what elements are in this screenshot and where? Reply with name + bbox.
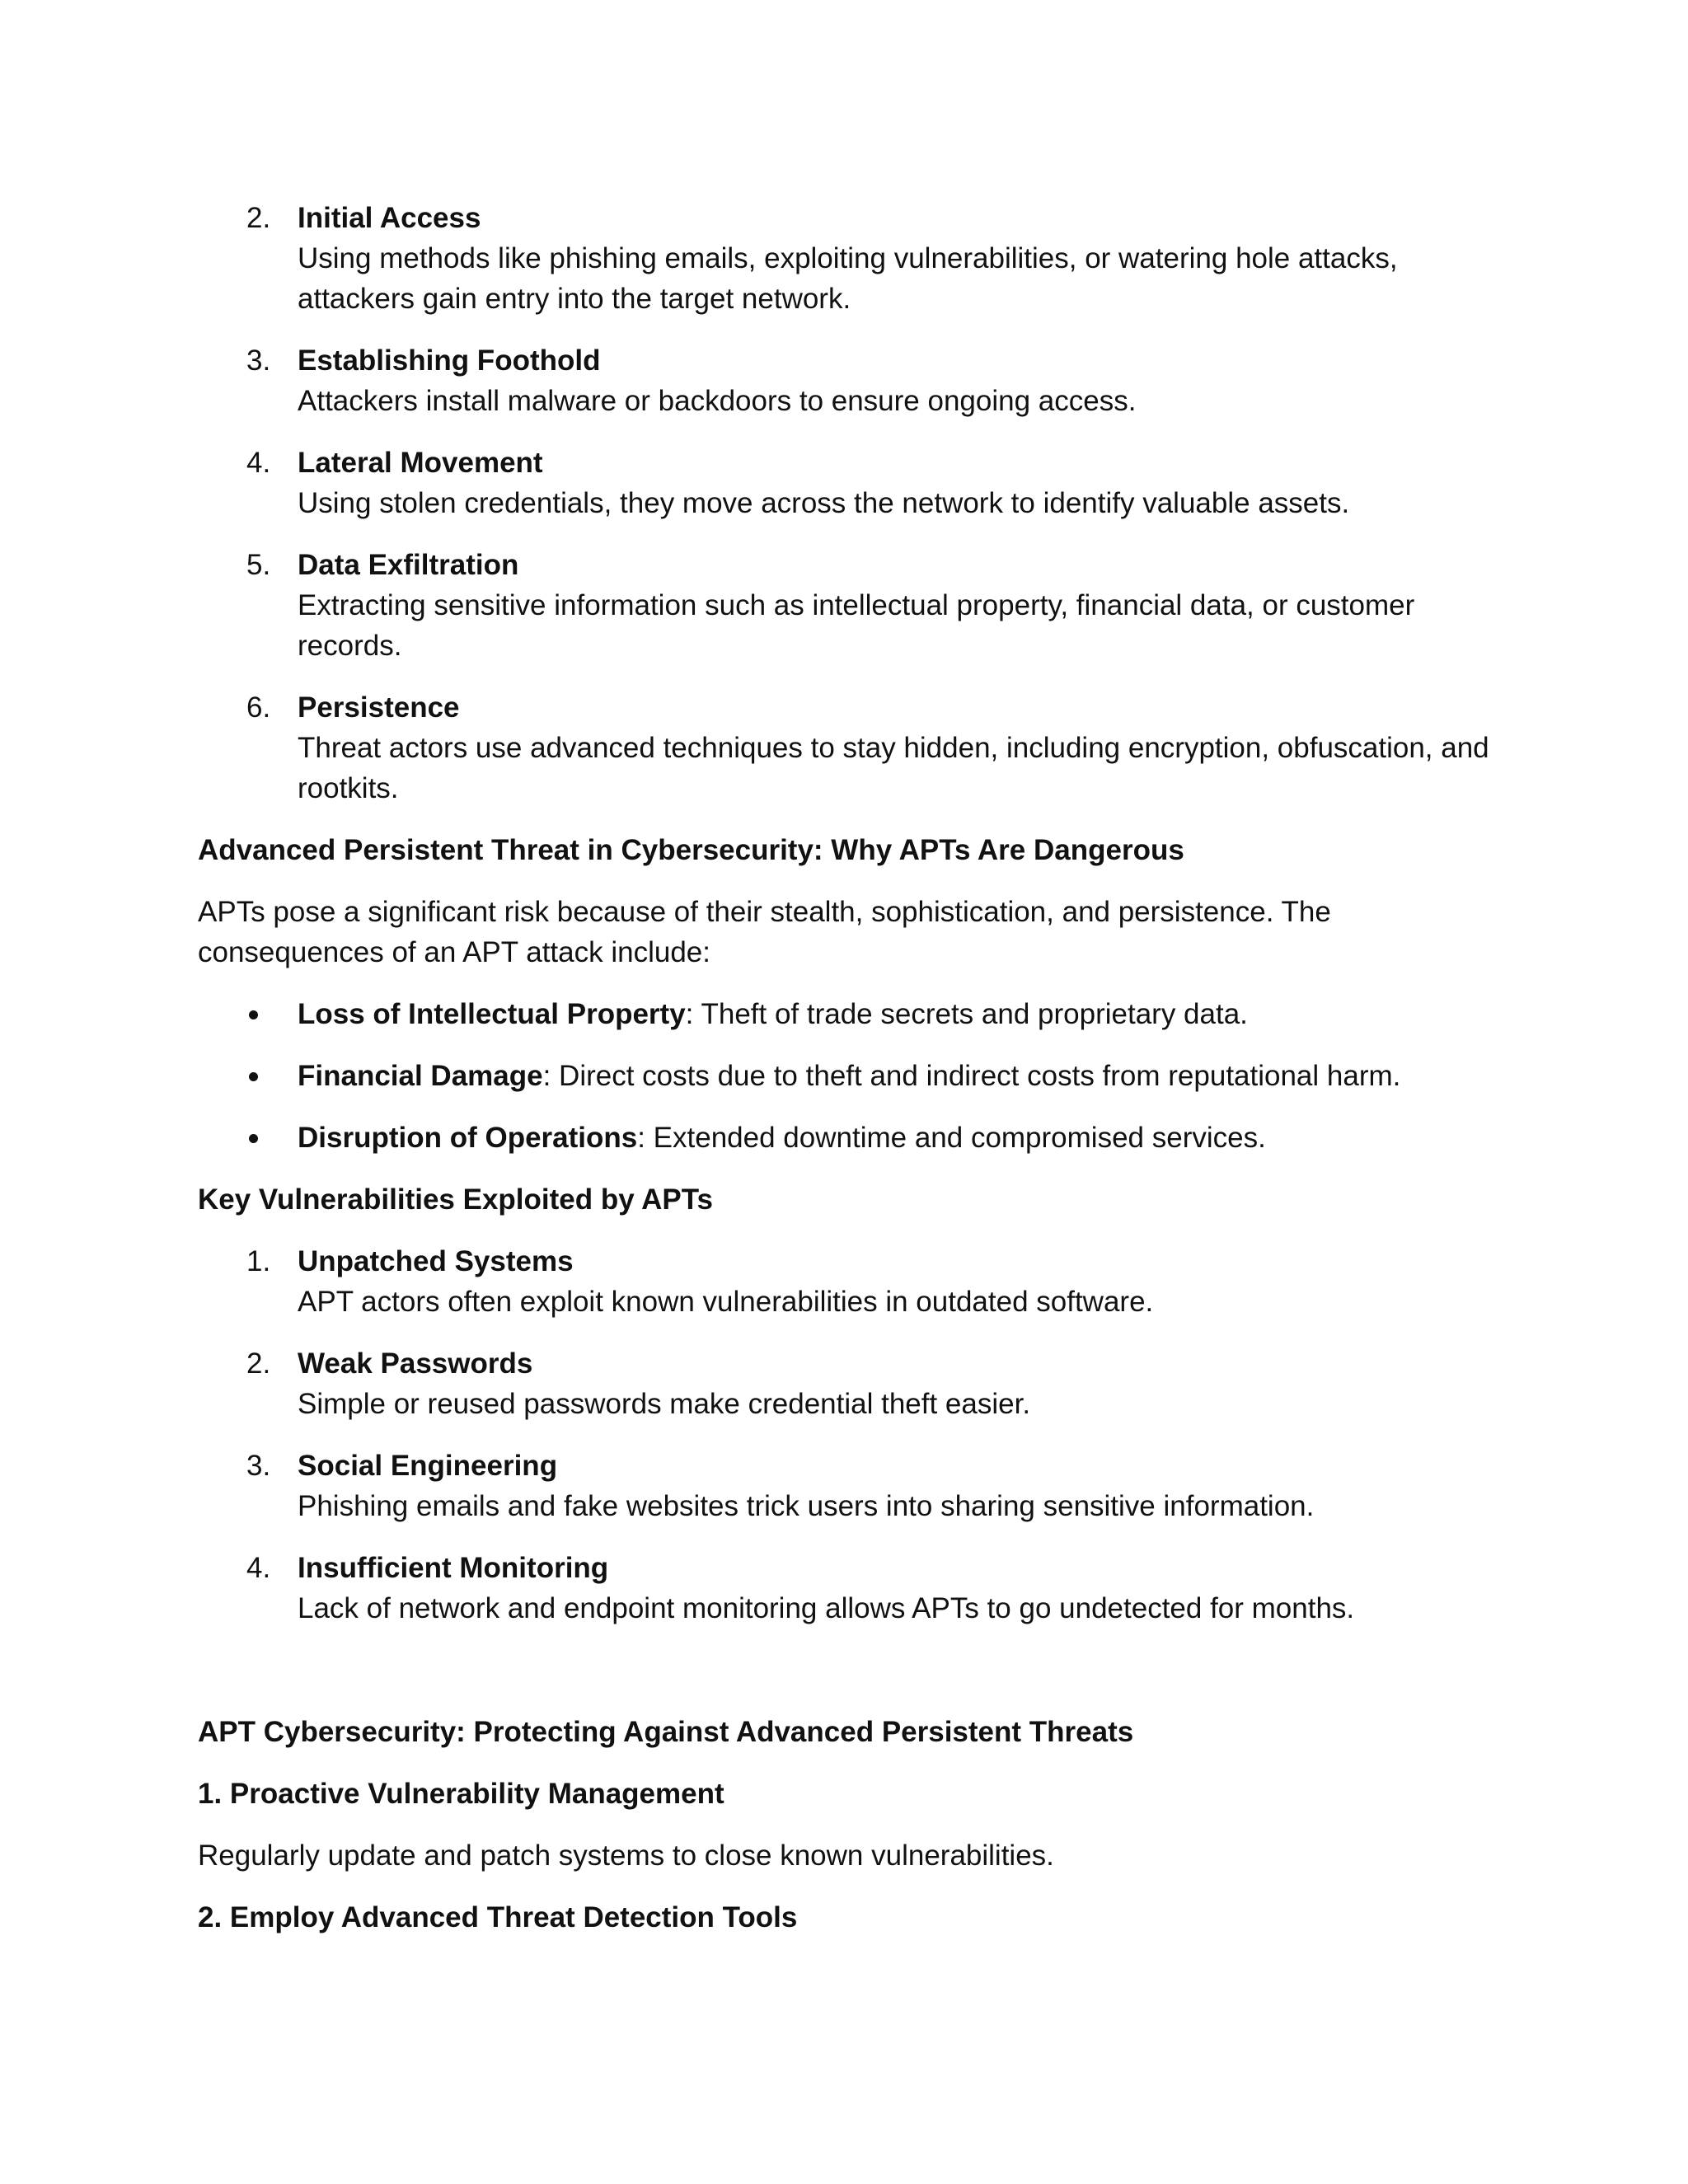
list-number: 3. bbox=[246, 1450, 271, 1482]
list-item bbox=[198, 340, 1500, 421]
list-item bbox=[198, 198, 1500, 319]
list-item-description: Phishing emails and fake websites trick users into sharing sensitive information. bbox=[298, 1490, 1315, 1522]
bullet-item bbox=[198, 1056, 1500, 1096]
list-item bbox=[198, 443, 1500, 523]
section-heading-vulnerabilities: Key Vulnerabilities Exploited by APTs bbox=[198, 1183, 713, 1216]
list-item-title: Persistence bbox=[298, 691, 460, 724]
list-item-title: Lateral Movement bbox=[298, 447, 543, 479]
list-number: 4. bbox=[246, 447, 271, 479]
section-spacer bbox=[198, 1650, 1500, 1712]
list-item-title: Data Exfiltration bbox=[298, 549, 519, 581]
section-heading-why-dangerous: Advanced Persistent Threat in Cybersecurity: Why APTs Are Dangerous bbox=[198, 834, 1184, 866]
list-number: 3. bbox=[246, 344, 271, 377]
list-item bbox=[198, 1548, 1500, 1629]
bullet-icon bbox=[249, 1072, 258, 1081]
list-item-description: Using stolen credentials, they move across the network to identify valuable assets. bbox=[298, 487, 1350, 519]
document-body bbox=[198, 198, 1500, 1959]
list-item bbox=[198, 687, 1500, 808]
bullet-term: Financial Damage bbox=[298, 1060, 543, 1092]
bullet-text: : Direct costs due to theft and indirect costs from reputational harm. bbox=[542, 1060, 1401, 1092]
list-number: 6. bbox=[246, 691, 271, 724]
list-item-title: Weak Passwords bbox=[298, 1347, 533, 1380]
vulnerabilities-list bbox=[198, 1241, 1500, 1629]
list-number: 2. bbox=[246, 1347, 271, 1380]
list-item-title: Social Engineering bbox=[298, 1450, 558, 1482]
bullet-icon bbox=[249, 1134, 258, 1143]
list-number: 1. bbox=[246, 1245, 271, 1277]
list-item-description: APT actors often exploit known vulnerabilities in outdated software. bbox=[298, 1286, 1154, 1318]
list-item bbox=[198, 1446, 1500, 1526]
attack-stages-list bbox=[198, 198, 1500, 808]
list-item bbox=[198, 1343, 1500, 1424]
list-item bbox=[198, 545, 1500, 666]
list-item bbox=[198, 1241, 1500, 1322]
list-number: 5. bbox=[246, 549, 271, 581]
bullet-item bbox=[198, 994, 1500, 1034]
list-number: 2. bbox=[246, 202, 271, 234]
subheading-threat-detection: 2. Employ Advanced Threat Detection Tools bbox=[198, 1901, 798, 1933]
list-item-description: Simple or reused passwords make credential theft easier. bbox=[298, 1388, 1031, 1420]
bullet-item bbox=[198, 1118, 1500, 1158]
list-number: 4. bbox=[246, 1552, 271, 1584]
list-item-description: Using methods like phishing emails, exploiting vulnerabilities, or watering hole attacks, attackers gain entry into the target network. bbox=[298, 242, 1398, 315]
why-intro-paragraph: APTs pose a significant risk because of their stealth, sophistication, and persistence. The consequences of an APT attack include: bbox=[198, 896, 1331, 968]
bullet-icon bbox=[249, 1010, 258, 1019]
list-item-description: Attackers install malware or backdoors to ensure ongoing access. bbox=[298, 385, 1137, 417]
list-item-description: Extracting sensitive information such as intellectual property, financial data, or customer records. bbox=[298, 589, 1415, 662]
bullet-term: Disruption of Operations bbox=[298, 1122, 638, 1154]
bullet-text: : Theft of trade secrets and proprietary data. bbox=[685, 998, 1248, 1030]
list-item-description: Lack of network and endpoint monitoring allows APTs to go undetected for months. bbox=[298, 1592, 1355, 1624]
list-item-title: Establishing Foothold bbox=[298, 344, 601, 377]
list-item-title: Initial Access bbox=[298, 202, 481, 234]
list-item-description: Threat actors use advanced techniques to stay hidden, including encryption, obfuscation, and rootkits. bbox=[298, 732, 1489, 804]
bullet-text: : Extended downtime and compromised services. bbox=[637, 1122, 1266, 1154]
subheading-vulnerability-management: 1. Proactive Vulnerability Management bbox=[198, 1778, 724, 1810]
list-item-title: Unpatched Systems bbox=[298, 1245, 574, 1277]
section-heading-protection: APT Cybersecurity: Protecting Against Advanced Persistent Threats bbox=[198, 1716, 1134, 1748]
consequences-list bbox=[198, 994, 1500, 1158]
bullet-term: Loss of Intellectual Property bbox=[298, 998, 686, 1030]
list-item-title: Insufficient Monitoring bbox=[298, 1552, 609, 1584]
vulnerability-management-paragraph: Regularly update and patch systems to close known vulnerabilities. bbox=[198, 1840, 1054, 1872]
